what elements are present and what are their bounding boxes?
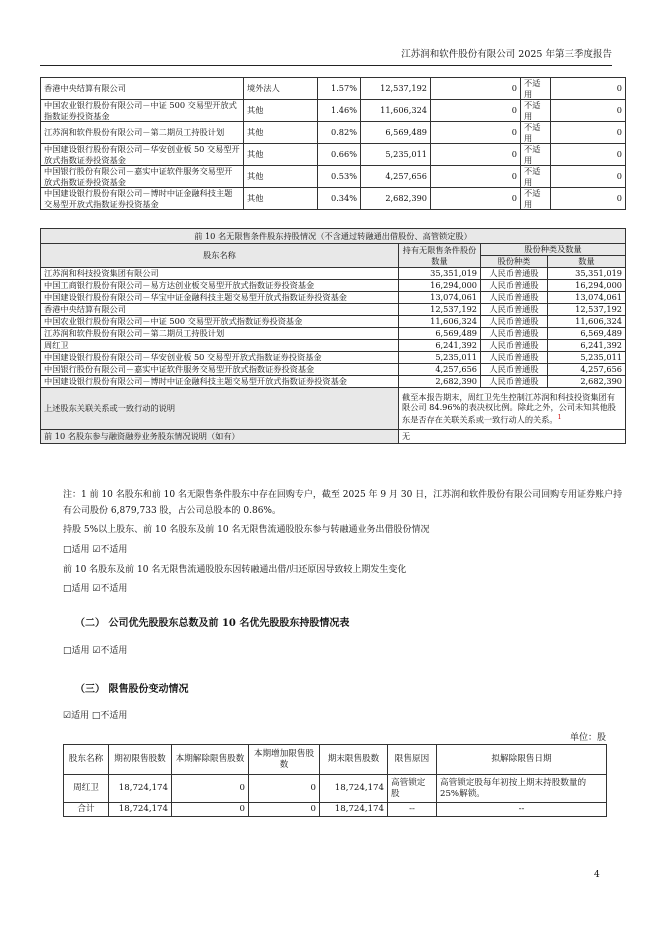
cell-type: 人民币普通股 <box>481 376 548 388</box>
relation-cell <box>399 388 626 430</box>
column-header: 限售原因 <box>388 745 437 775</box>
table-cell: 高管锁定股 <box>388 775 437 803</box>
table-cell: 0 <box>172 775 249 803</box>
cell-name: 江苏润和软件股份有限公司－第二期员工持股计划 <box>41 122 244 144</box>
col-name: 股东名称 <box>41 244 399 268</box>
cell-type: 人民币普通股 <box>481 280 548 292</box>
table-cell: 合计 <box>64 803 109 817</box>
table-row <box>41 166 626 188</box>
section2-option: □适用 ☑不适用 <box>63 646 128 656</box>
cell-qty: 4,257,656 <box>548 364 626 376</box>
cell-name: 中国银行股份有限公司－嘉实中证软件服务交易型开放式指数证券投资基金 <box>41 166 244 188</box>
cell-qty: 0 <box>551 78 626 100</box>
cell-shares: 11,606,324 <box>361 100 431 122</box>
cell-restricted: 0 <box>431 144 521 166</box>
cell-status: 不适用 <box>521 122 551 144</box>
cell-shares: 5,235,011 <box>361 144 431 166</box>
column-header: 期初限售股数 <box>109 745 172 775</box>
table-row <box>41 188 626 210</box>
table-row <box>41 304 626 316</box>
cell-name: 香港中央结算有限公司 <box>41 78 244 100</box>
cell-type: 人民币普通股 <box>481 328 548 340</box>
section3-title: （三） 限售股份变动情况 <box>75 684 189 695</box>
cell-nature: 其他 <box>244 188 318 210</box>
column-header: 拟解除限售日期 <box>437 745 607 775</box>
relation-text: 截至本报告期末，周红卫先生控制江苏润和科技投资集团有限公司 84.96%的表决权比例。除此之外，公司未知其他股东是否存在关联关系或一致行动人的关系。 <box>402 391 616 425</box>
restricted-shares-table <box>63 744 607 817</box>
cell-type: 人民币普通股 <box>481 292 548 304</box>
cell-type: 人民币普通股 <box>481 316 548 328</box>
cell-held: 2,682,390 <box>399 376 481 388</box>
page-header: 江苏润和软件股份有限公司 2025 年第三季度报告 <box>40 46 612 66</box>
cell-shares: 2,682,390 <box>361 188 431 210</box>
table-row <box>41 100 626 122</box>
cell-held: 5,235,011 <box>399 352 481 364</box>
cell-status: 不适用 <box>521 188 551 210</box>
cell-restricted: 0 <box>431 100 521 122</box>
cell-qty: 0 <box>551 100 626 122</box>
table-cell: 18,724,174 <box>320 803 388 817</box>
column-header: 期末限售股数 <box>320 745 388 775</box>
cell-qty: 5,235,011 <box>548 352 626 364</box>
margin-label: 前 10 名股东参与融资融券业务股东情况说明（如有） <box>41 430 399 444</box>
table-row <box>64 775 607 803</box>
table-row <box>41 340 626 352</box>
cell-qty: 16,294,000 <box>548 280 626 292</box>
cell-qty: 0 <box>551 188 626 210</box>
table-row <box>41 376 626 388</box>
cell-shares: 4,257,656 <box>361 166 431 188</box>
cell-name: 中国建设银行股份有限公司－华宝中证金融科技主题交易型开放式指数证券投资基金 <box>41 292 399 304</box>
cell-name: 江苏润和科技投资集团有限公司 <box>41 268 399 280</box>
cell-qty: 6,241,392 <box>548 340 626 352</box>
col-type-group: 股份种类及数量 <box>481 244 626 256</box>
cell-restricted: 0 <box>431 122 521 144</box>
column-header: 股东名称 <box>64 745 109 775</box>
top-shareholders-table <box>40 77 626 210</box>
cell-qty: 0 <box>551 144 626 166</box>
table-row <box>41 292 626 304</box>
section2-title: （二） 公司优先股股东总数及前 10 名优先股股东持股情况表 <box>75 618 350 629</box>
cell-qty: 0 <box>551 122 626 144</box>
table-cell: 18,724,174 <box>320 775 388 803</box>
table-cell: -- <box>388 803 437 817</box>
table-row <box>41 280 626 292</box>
cell-held: 4,257,656 <box>399 364 481 376</box>
table-row <box>41 144 626 166</box>
table-cell: 18,724,174 <box>109 775 172 803</box>
cell-qty: 6,569,489 <box>548 328 626 340</box>
cell-name: 中国农业银行股份有限公司－中证 500 交易型开放式指数证券投资基金 <box>41 316 399 328</box>
table-cell: -- <box>437 803 607 817</box>
note-paragraph: 注：1 前 10 名股东和前 10 名无限售条件股东中存在回购专户，截至 2025 年 9 月 30 日，江苏润和软件股份有限公司回购专用证券账户持有公司股份 6,879,733 股，占公司总股本的 0.86%。 <box>63 490 623 516</box>
table-cell: 0 <box>249 775 320 803</box>
cell-qty: 13,074,061 <box>548 292 626 304</box>
cell-name: 中国建设银行股份有限公司－华安创业板 50 交易型开放式指数证券投资基金 <box>41 144 244 166</box>
relation-label: 上述股东关联关系或一致行动的说明 <box>41 388 399 430</box>
cell-held: 13,074,061 <box>399 292 481 304</box>
cell-qty: 2,682,390 <box>548 376 626 388</box>
lending-paragraph: 持股 5%以上股东、前 10 名股东及前 10 名无限售流通股股东参与转融通业务出借股份情况 <box>63 525 430 535</box>
cell-name: 中国银行股份有限公司－嘉实中证软件服务交易型开放式指数证券投资基金 <box>41 364 399 376</box>
table-cell: 高管锁定股每年初按上期末持股数量的 25%解锁。 <box>437 775 607 803</box>
cell-nature: 其他 <box>244 122 318 144</box>
table-cell: 18,724,174 <box>109 803 172 817</box>
table-row <box>41 352 626 364</box>
cell-name: 香港中央结算有限公司 <box>41 304 399 316</box>
cell-held: 35,351,019 <box>399 268 481 280</box>
cell-qty: 11,606,324 <box>548 316 626 328</box>
section3-option: ☑适用 □不适用 <box>63 711 128 721</box>
unit-label: 单位：股 <box>569 733 606 743</box>
cell-nature: 境外法人 <box>244 78 318 100</box>
margin-text: 无 <box>399 430 626 444</box>
cell-nature: 其他 <box>244 166 318 188</box>
table-row <box>41 316 626 328</box>
cell-name: 江苏润和软件股份有限公司－第二期员工持股计划 <box>41 328 399 340</box>
unrestricted-shareholders-table <box>40 228 626 444</box>
cell-pct: 0.53% <box>318 166 361 188</box>
table-row <box>64 803 607 817</box>
cell-type: 人民币普通股 <box>481 364 548 376</box>
col-held: 持有无限售条件股份数量 <box>399 244 481 268</box>
cell-held: 16,294,000 <box>399 280 481 292</box>
table-row <box>41 328 626 340</box>
change-option: □适用 ☑不适用 <box>63 584 128 594</box>
cell-restricted: 0 <box>431 188 521 210</box>
cell-nature: 其他 <box>244 144 318 166</box>
cell-shares: 6,569,489 <box>361 122 431 144</box>
lending-option: □适用 ☑不适用 <box>63 545 128 555</box>
cell-held: 6,569,489 <box>399 328 481 340</box>
cell-qty: 35,351,019 <box>548 268 626 280</box>
cell-pct: 1.57% <box>318 78 361 100</box>
cell-name: 中国建设银行股份有限公司－华安创业板 50 交易型开放式指数证券投资基金 <box>41 352 399 364</box>
cell-qty: 0 <box>551 166 626 188</box>
cell-status: 不适用 <box>521 166 551 188</box>
table-cell: 0 <box>172 803 249 817</box>
unrestricted-title: 前 10 名无限售条件股东持股情况（不含通过转融通出借股份、高管锁定股） <box>41 229 626 244</box>
table-row <box>41 122 626 144</box>
table-row <box>41 78 626 100</box>
table-row <box>41 268 626 280</box>
cell-shares: 12,537,192 <box>361 78 431 100</box>
change-paragraph: 前 10 名股东及前 10 名无限售流通股股东因转融通出借/归还原因导致较上期发生变化 <box>63 565 407 575</box>
cell-restricted: 0 <box>431 78 521 100</box>
cell-type: 人民币普通股 <box>481 268 548 280</box>
table-cell: 周红卫 <box>64 775 109 803</box>
cell-qty: 12,537,192 <box>548 304 626 316</box>
column-header: 本期解除限售股数 <box>172 745 249 775</box>
cell-status: 不适用 <box>521 78 551 100</box>
cell-type: 人民币普通股 <box>481 340 548 352</box>
cell-restricted: 0 <box>431 166 521 188</box>
table-row <box>41 364 626 376</box>
cell-name: 中国农业银行股份有限公司－中证 500 交易型开放式指数证券投资基金 <box>41 100 244 122</box>
col-type: 股份种类 <box>481 256 548 268</box>
col-qty: 数量 <box>548 256 626 268</box>
cell-type: 人民币普通股 <box>481 304 548 316</box>
cell-name: 中国建设银行股份有限公司－博时中证金融科技主题交易型开放式指数证券投资基金 <box>41 188 244 210</box>
cell-name: 周红卫 <box>41 340 399 352</box>
cell-name: 中国建设银行股份有限公司－博时中证金融科技主题交易型开放式指数证券投资基金 <box>41 376 399 388</box>
cell-pct: 1.46% <box>318 100 361 122</box>
table-cell: 0 <box>249 803 320 817</box>
cell-held: 12,537,192 <box>399 304 481 316</box>
cell-nature: 其他 <box>244 100 318 122</box>
cell-pct: 0.82% <box>318 122 361 144</box>
cell-pct: 0.34% <box>318 188 361 210</box>
page-number: 4 <box>594 870 600 880</box>
cell-held: 11,606,324 <box>399 316 481 328</box>
relation-footnote-mark: 1 <box>557 413 562 421</box>
cell-status: 不适用 <box>521 100 551 122</box>
cell-pct: 0.66% <box>318 144 361 166</box>
header-row <box>64 745 607 775</box>
cell-name: 中国工商银行股份有限公司－易方达创业板交易型开放式指数证券投资基金 <box>41 280 399 292</box>
column-header: 本期增加限售股数 <box>249 745 320 775</box>
cell-type: 人民币普通股 <box>481 352 548 364</box>
cell-status: 不适用 <box>521 144 551 166</box>
cell-held: 6,241,392 <box>399 340 481 352</box>
